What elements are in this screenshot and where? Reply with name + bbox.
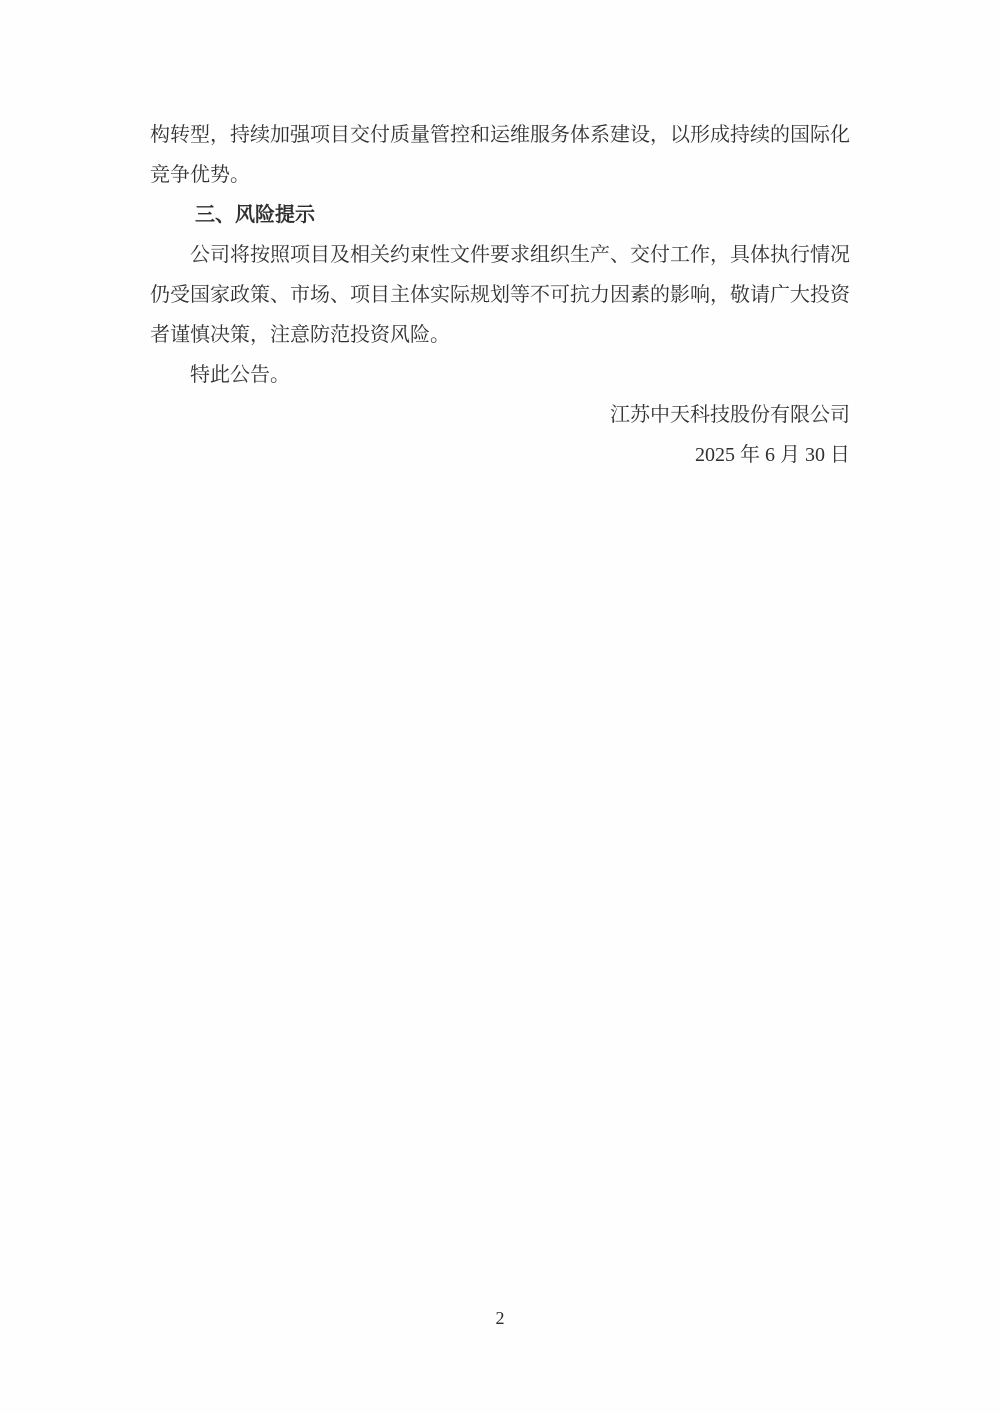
text-line: 竞争优势。 (150, 164, 250, 186)
section-heading-risk: 三、风险提示 (195, 204, 315, 226)
signature-date: 2025 年 6 月 30 日 (695, 444, 850, 466)
signature-company: 江苏中天科技股份有限公司 (610, 404, 850, 426)
page-number: 2 (495, 1308, 505, 1328)
document-body (150, 115, 850, 475)
text-line: 公司将按照项目及相关约束性文件要求组织生产、交付工作，具体执行情况 (190, 244, 850, 266)
text-line: 者谨慎决策，注意防范投资风险。 (150, 324, 450, 346)
paragraph-risk (150, 235, 850, 355)
closing-statement: 特此公告。 (190, 364, 290, 386)
paragraph-continuation (150, 115, 850, 195)
text-line: 仍受国家政策、市场、项目主体实际规划等不可抗力因素的影响，敬请广大投资 (150, 284, 850, 306)
text-line: 构转型，持续加强项目交付质量管控和运维服务体系建设，以形成持续的国际化 (150, 124, 850, 146)
